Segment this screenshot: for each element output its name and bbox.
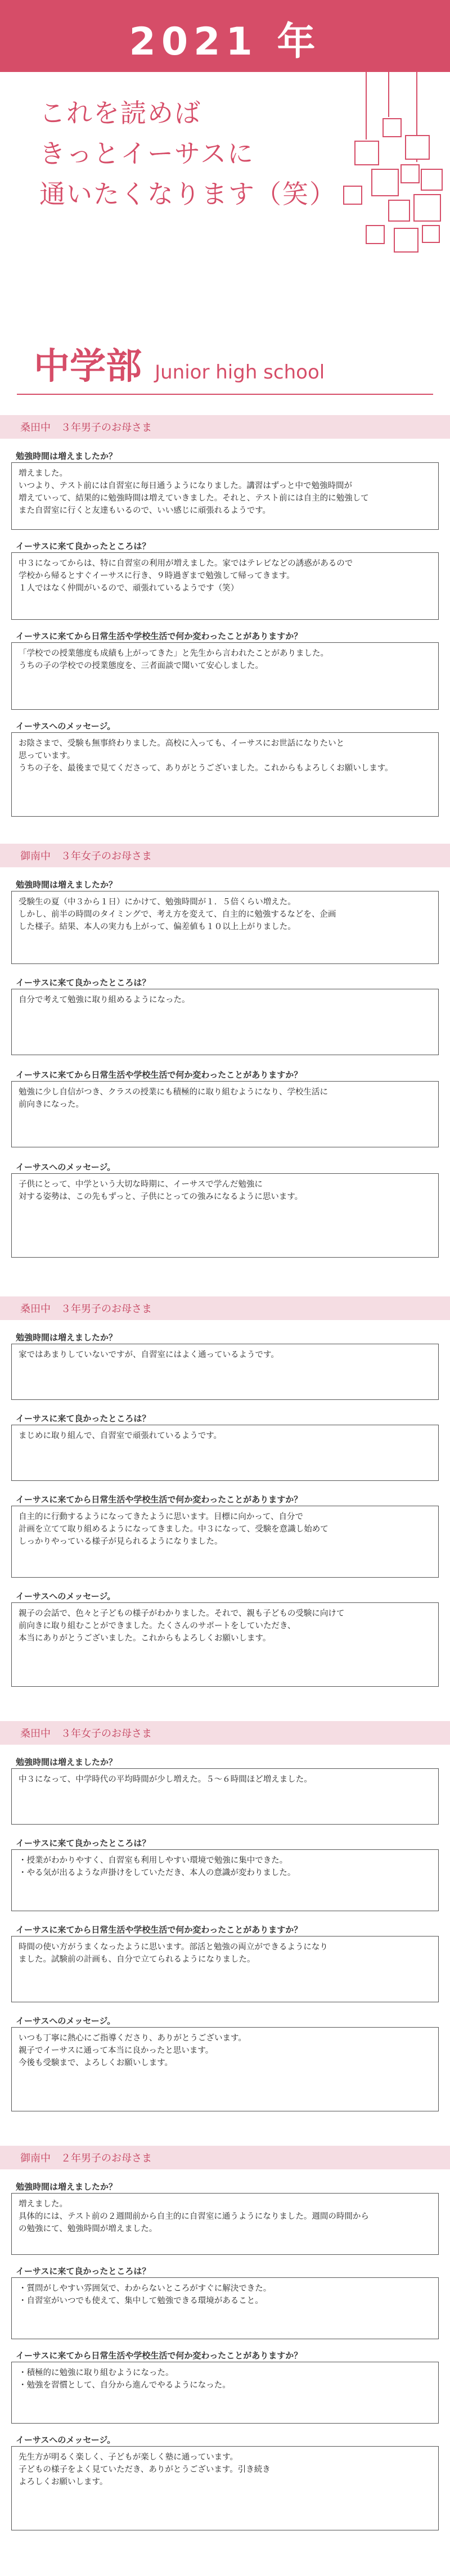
question-label: 勉強時間は増えましたか？ (16, 1332, 118, 1343)
question-label: イーサスに来てから日常生活や学校生活で何か変わったことがありますか？ (16, 1494, 303, 1505)
answer-box: 受験生の夏（中３から１日）にかけて、勉強時間が１．５倍くらい増えた。 しかし、前半の時間のタイミングで、考え方を変えて、自主的に勉強するなどを、企画 した様子。結果、本人の実力も上がって、偏差値も１０以上上がりました。 (11, 891, 439, 964)
question-label: イーサスに来てから日常生活や学校生活で何か変わったことがありますか？ (16, 1925, 303, 1935)
card-header (0, 1721, 450, 1745)
answer-box: 増えました。 具体的には、テスト前の２週間前から自主的に自習室に通うようになりました。週間の時間から の勉強にて、勉強時間が増えました。 (11, 2193, 439, 2255)
testimonial-card (0, 2146, 450, 2573)
question-label: イーサスに来てから日常生活や学校生活で何か変わったことがありますか？ (16, 2350, 303, 2361)
catch-line: きっとイーサスに (39, 138, 255, 169)
section-rule (17, 394, 433, 395)
card-header (0, 2146, 450, 2169)
catchphrase (39, 93, 336, 214)
answer-box: 家ではあまりしていないですが、自習室にはよく通っているようです。 (11, 1344, 439, 1400)
answer-box: 時間の使い方がうまくなったように思います。部活と勉強の両立ができるようになり ました。試験前の計画も、自分で立てられるようになりました。 (11, 1936, 439, 2002)
question-label: イーサスへのメッセージ。 (16, 1591, 116, 1601)
question-label: 勉強時間は増えましたか？ (16, 880, 118, 890)
card-header (0, 844, 450, 867)
question-label: イーサスへのメッセージ。 (16, 721, 116, 731)
answer-box: 先生方が明るく楽しく、子どもが楽しく塾に通っています。 子どもの様子をよく見ていただき、ありがとうございます。引き続き よろしくお願いします。 (11, 2446, 439, 2530)
answer-box: お陰さまで、受験も無事終わりました。高校に入っても、イーサスにお世話になりたいと 思っています。 うちの子を、最後まで見てくださって、ありがとうございました。これからもよろしくお願いします。 (11, 732, 439, 817)
year-title: 2021 年 (129, 20, 321, 64)
testimonial-card (0, 1296, 450, 1713)
question-label: イーサスに来てから日常生活や学校生活で何か変わったことがありますか？ (16, 1070, 303, 1080)
catch-line: 通いたくなります（笑） (39, 179, 336, 209)
section-title-en: Junior high school (155, 361, 325, 384)
testimonial-card (0, 415, 450, 843)
answer-box: 自分で考えて勉強に取り組めるようになった。 (11, 989, 439, 1055)
section-title-jp: 中学部 (34, 346, 142, 388)
question-label: イーサスに来て良かったところは？ (16, 1838, 151, 1848)
card-header (0, 415, 450, 439)
answer-box: 中３になって、中学時代の平均時間が少し増えた。５～６時間ほど増えました。 (11, 1768, 439, 1825)
respondent-tag: 桑田中 ３年女子のお母さま (20, 1728, 152, 1740)
respondent-tag: 御南中 ２年男子のお母さま (20, 2152, 152, 2164)
testimonial-card (0, 1721, 450, 2137)
answer-box: 親子の会話で、色々と子どもの様子がわかりました。それで、親も子どもの受験に向けて 前向きに取り組むことができました。たくさんのサポートをしていただき、 本当にありがとうございました。これからもよろしくお願いします。 (11, 1602, 439, 1687)
respondent-tag: 桑田中 ３年男子のお母さま (20, 1303, 152, 1315)
question-label: イーサスに来て良かったところは？ (16, 2266, 151, 2276)
question-label: イーサスへのメッセージ。 (16, 1162, 116, 1172)
answer-box: 自主的に行動するようになってきたように思います。目標に向かって、自分で 計画を立てて取り組めるようになってきました。中３になって、受験を意識し始めて しっかりやっている様子が見られるようになりました。 (11, 1506, 439, 1578)
respondent-tag: 御南中 ３年女子のお母さま (20, 850, 152, 862)
answer-box: ・授業がわかりやすく、自習室も利用しやすい環境で勉強に集中できた。 ・やる気が出るような声掛けをしていただき、本人の意識が変わりました。 (11, 1849, 439, 1911)
catch-line: これを読めば (39, 98, 201, 128)
answer-box: まじめに取り組んで、自習室で頑張れているようです。 (11, 1425, 439, 1481)
card-header (0, 1296, 450, 1320)
question-label: イーサスに来て良かったところは？ (16, 978, 151, 988)
question-label: イーサスに来てから日常生活や学校生活で何か変わったことがありますか？ (16, 631, 303, 641)
answer-box: 中３になってからは、特に自習室の利用が増えました。家ではテレビなどの誘惑があるので 学校から帰るとすぐイーサスに行き、９時過ぎまで勉強して帰ってきます。 １人ではなく仲間がいるので、頑張れているようです（笑） (11, 552, 439, 620)
answer-box: ・積極的に勉強に取り組むようになった。 ・勉強を習慣として、自分から進んでやるようになった。 (11, 2362, 439, 2424)
question-label: イーサスに来て良かったところは？ (16, 1413, 151, 1424)
answer-box: 勉強に少し自信がつき、クラスの授業にも積極的に取り組むようになり、学校生活に 前向きになった。 (11, 1081, 439, 1147)
section-title (34, 337, 325, 389)
answer-box: 「学校での授業態度も成績も上がってきた」と先生から言われたことがありました。 うちの子の学校での授業態度を、三者面談で聞いて安心しました。 (11, 642, 439, 710)
answer-box: ・質問がしやすい雰囲気で、わからないところがすぐに解決できた。 ・自習室がいつでも使えて、集中して勉強できる環境があること。 (11, 2277, 439, 2339)
answer-box: 子供にとって、中学という大切な時期に、イーサスで学んだ勉強に 対する姿勢は、この先もずっと、子供にとっての強みになるように思います。 (11, 1173, 439, 1258)
answer-box: 増えました。 いつより、テスト前には自習室に毎日通うようになりました。講習はずっと中で勉強時間が 増えていって、結果的に勉強時間は増えていきました。それと、テスト前には自主的に勉強して また自習室に行くと友達もいるので、いい感じに頑張れるようです。 (11, 462, 439, 530)
question-label: 勉強時間は増えましたか？ (16, 1757, 118, 1767)
question-label: 勉強時間は増えましたか？ (16, 451, 118, 461)
question-label: イーサスへのメッセージ。 (16, 2435, 116, 2445)
question-label: 勉強時間は増えましたか？ (16, 2182, 118, 2192)
header-banner (0, 0, 450, 72)
answer-box: いつも丁寧に熱心にご指導くださり、ありがとうございます。 親子でイーサスに通って本当に良かったと思います。 今後も受験まで、よろしくお願いします。 (11, 2027, 439, 2111)
respondent-tag: 桑田中 ３年男子のお母さま (20, 422, 152, 434)
testimonial-card (0, 844, 450, 1288)
question-label: イーサスに来て良かったところは？ (16, 541, 151, 551)
question-label: イーサスへのメッセージ。 (16, 2016, 116, 2026)
